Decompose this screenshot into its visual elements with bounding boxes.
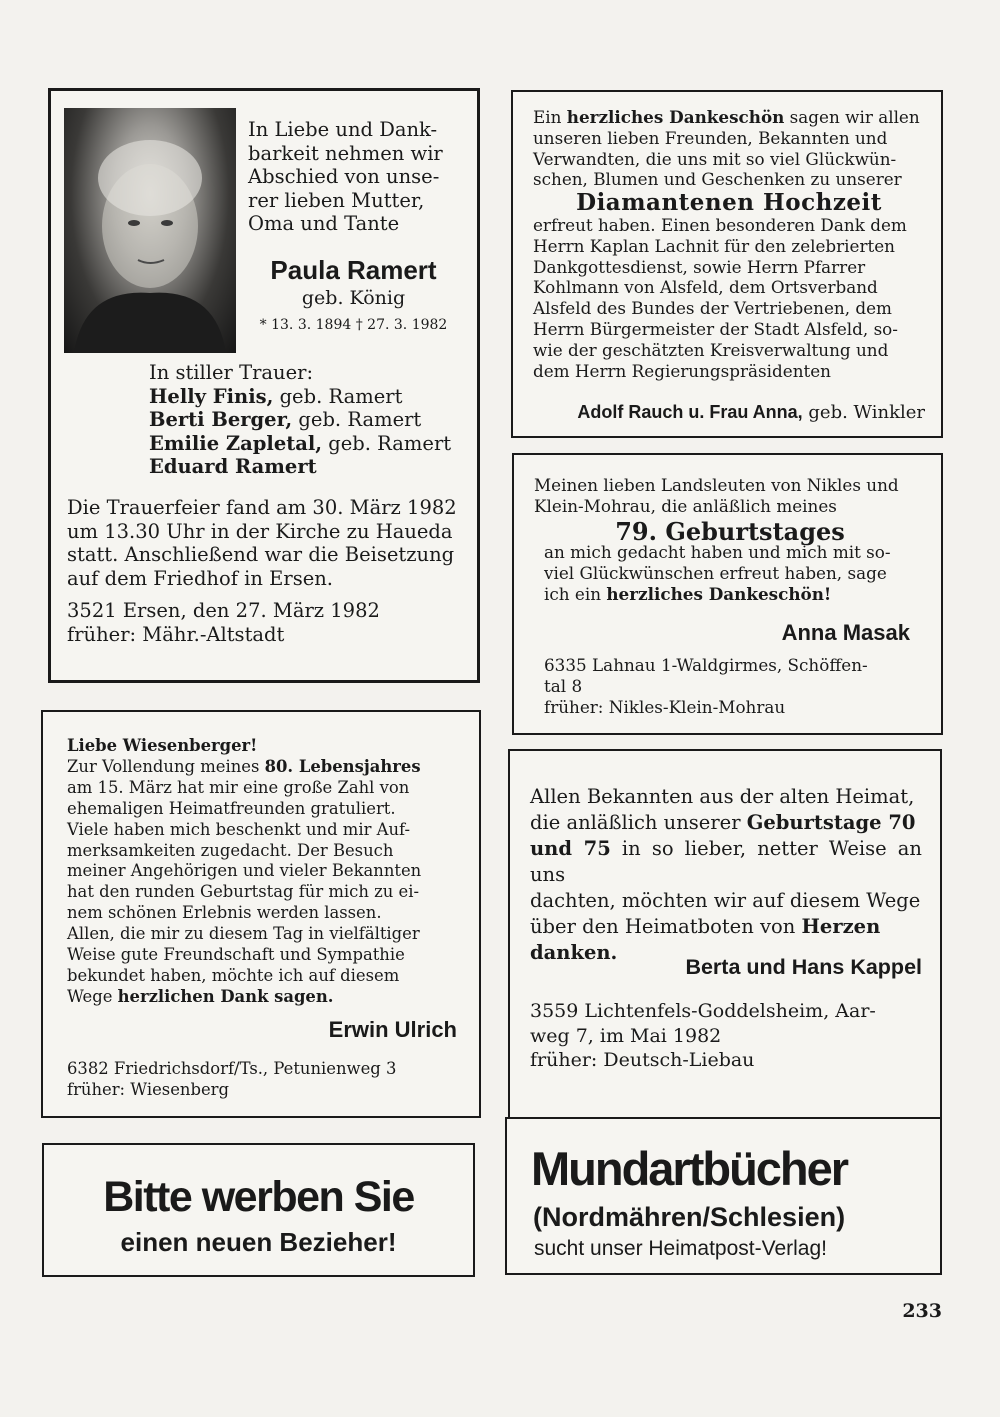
obituary-place	[67, 599, 462, 646]
wiesenberg-text	[67, 736, 457, 1008]
text-line: wie der geschätzten Kreisverwaltung und	[533, 339, 889, 360]
service-line: um 13.30 Uhr in der Kirche zu Haueda	[67, 519, 453, 543]
address-line: 3559 Lichtenfels-Goddelsheim, Aar-	[530, 1000, 876, 1022]
mourner: Eduard Ramert	[149, 455, 317, 478]
text-line: nem schönen Erlebnis werden lassen.	[67, 903, 382, 923]
text-line: Meinen lieben Landsleuten von Nikles und	[534, 475, 899, 495]
birthday-heading: 79. Geburtstages	[615, 516, 845, 546]
text-line: Zur Vollendung meines 80. Lebensjahres	[67, 756, 421, 776]
place-line: 3521 Ersen, den 27. März 1982	[67, 599, 380, 622]
address-line: früher: Nikles-Klein-Mohrau	[544, 697, 786, 717]
text-line: hat den runden Geburtstag für mich zu ei-	[67, 882, 420, 902]
diamond-wedding-heading: Diamantenen Hochzeit	[576, 189, 882, 217]
birthday-79-signature: Anna Masak	[781, 620, 910, 645]
birthday-79-address	[544, 655, 914, 718]
text-line: Alsfeld des Bundes der Vertriebenen, dem	[533, 298, 892, 319]
kappel-text	[530, 784, 922, 966]
text-line: und 75 in so lieber, netter Weise an uns	[530, 837, 922, 886]
subscriber-ad	[42, 1143, 475, 1277]
mourners-list	[149, 361, 469, 479]
ad-headline: Mundartbücher	[531, 1142, 848, 1195]
intro-line: In Liebe und Dank-	[248, 118, 438, 141]
text-line: merksamkeiten zugedacht. Der Besuch	[67, 840, 394, 860]
text-line: die anläßlich unserer Geburtstage 70	[530, 811, 916, 834]
funeral-service-text	[67, 496, 462, 590]
text-line: unseren lieben Freunden, Bekannten und	[533, 127, 888, 148]
address-line: früher: Deutsch-Liebau	[530, 1049, 755, 1071]
text-line: Kohlmann von Alsfeld, dem Ortsverband	[533, 277, 878, 298]
kappel-signature: Berta und Hans Kappel	[685, 955, 922, 979]
diamond-wedding-thanks	[511, 90, 943, 438]
text-line: Allen, die mir zu diesem Tag in vielfältiger	[67, 924, 420, 944]
wiesenberg-thanks	[41, 710, 481, 1118]
text-line: Klein-Mohrau, die anläßlich meines	[534, 495, 837, 516]
address-line: weg 7, im Mai 1982	[530, 1024, 722, 1047]
text-line: Herrn Kaplan Lachnit für den zelebrierten	[533, 235, 895, 256]
birthday-79-text	[534, 475, 926, 605]
mourner: Helly Finis, geb. Ramert	[149, 384, 403, 408]
address-line: 6382 Friedrichsdorf/Ts., Petunienweg 3	[67, 1059, 397, 1078]
intro-line: Oma und Tante	[248, 212, 400, 235]
text-line: meiner Angehörigen und vieler Bekannten	[67, 861, 422, 881]
text-line: ich ein herzliches Dankeschön!	[544, 583, 832, 604]
wiesenberg-signature: Erwin Ulrich	[328, 1017, 457, 1042]
text-line: erfreut haben. Einen besonderen Dank dem	[533, 214, 907, 235]
diamond-text	[533, 107, 925, 381]
obituary-intro	[248, 118, 461, 236]
service-line: auf dem Friedhof in Ersen.	[67, 566, 333, 590]
ad-subline: (Nordmähren/Schlesien)	[533, 1202, 846, 1232]
text-line: viel Glückwünschen erfreut haben, sage	[544, 563, 887, 584]
ad-headline: Bitte werben Sie	[103, 1173, 414, 1221]
portrait-photo	[64, 108, 236, 353]
text-line: Allen Bekannten aus der alten Heimat,	[530, 785, 915, 808]
text-line: am 15. März hat mir eine große Zahl von	[67, 777, 410, 797]
text-line: schen, Blumen und Geschenken zu unserer	[533, 169, 902, 190]
text-line: Verwandten, die uns mit so viel Glückwün-	[533, 148, 897, 169]
birthday-79-thanks	[512, 453, 943, 735]
text-line: Viele haben mich beschenkt und mir Auf-	[67, 819, 411, 839]
intro-line: Abschied von unse-	[248, 165, 440, 188]
mourners-heading: In stiller Trauer:	[149, 361, 314, 384]
text-line: Ein herzliches Dankeschön sagen wir allen	[533, 107, 920, 127]
address-line: früher: Wiesenberg	[67, 1080, 229, 1099]
text-line: Wege herzlichen Dank sagen.	[67, 986, 334, 1006]
text-line: dachten, möchten wir auf diesem Wege	[530, 889, 921, 912]
text-line: an mich gedacht haben und mich mit so-	[544, 542, 891, 563]
ad-subline: einen neuen Bezieher!	[120, 1227, 397, 1257]
text-line: ehemaligen Heimatfreunden gratuliert.	[67, 798, 396, 818]
text-line: Dankgottesdienst, sowie Herrn Pfarrer	[533, 256, 866, 277]
mourner: Emilie Zapletal, geb. Ramert	[149, 431, 452, 455]
kappel-address	[530, 999, 922, 1073]
ad-note: sucht unser Heimatpost-Verlag!	[534, 1237, 827, 1260]
deceased-name: Paula Ramert	[270, 255, 437, 285]
life-dates: * 13. 3. 1894 † 27. 3. 1982	[259, 317, 448, 333]
text-line: bekundet haben, möchte ich auf diesem	[67, 965, 400, 985]
dialect-books-ad	[505, 1117, 942, 1275]
service-line: statt. Anschließend war die Beisetzung	[67, 543, 455, 566]
text-line: Herrn Bürgermeister der Stadt Alsfeld, so-	[533, 318, 898, 339]
address-line: 6335 Lahnau 1-Waldgirmes, Schöffen-	[544, 655, 868, 675]
wiesenberg-address	[67, 1058, 457, 1100]
birth-name: geb. König	[301, 287, 406, 309]
text-line: dem Herrn Regierungspräsidenten	[533, 360, 831, 381]
obituary-notice	[48, 88, 480, 683]
kappel-thanks	[508, 749, 942, 1127]
diamond-signature: Adolf Rauch u. Frau Anna, geb. Winkler	[577, 402, 925, 423]
address-line: tal 8	[544, 676, 583, 696]
text-line: danken.	[530, 941, 618, 964]
text-line: Weise gute Freundschaft und Sympathie	[67, 945, 405, 965]
portrait-image	[64, 108, 236, 353]
intro-line: barkeit nehmen wir	[248, 141, 443, 165]
service-line: Die Trauerfeier fand am 30. März 1982	[67, 496, 457, 519]
intro-line: rer lieben Mutter,	[248, 188, 425, 212]
greeting: Liebe Wiesenberger!	[67, 736, 258, 755]
place-line: früher: Mähr.-Altstadt	[67, 622, 285, 646]
text-line: über den Heimatboten von Herzen	[530, 915, 881, 938]
mourner: Berti Berger, geb. Ramert	[149, 408, 422, 431]
page-number: 233	[902, 1300, 942, 1322]
